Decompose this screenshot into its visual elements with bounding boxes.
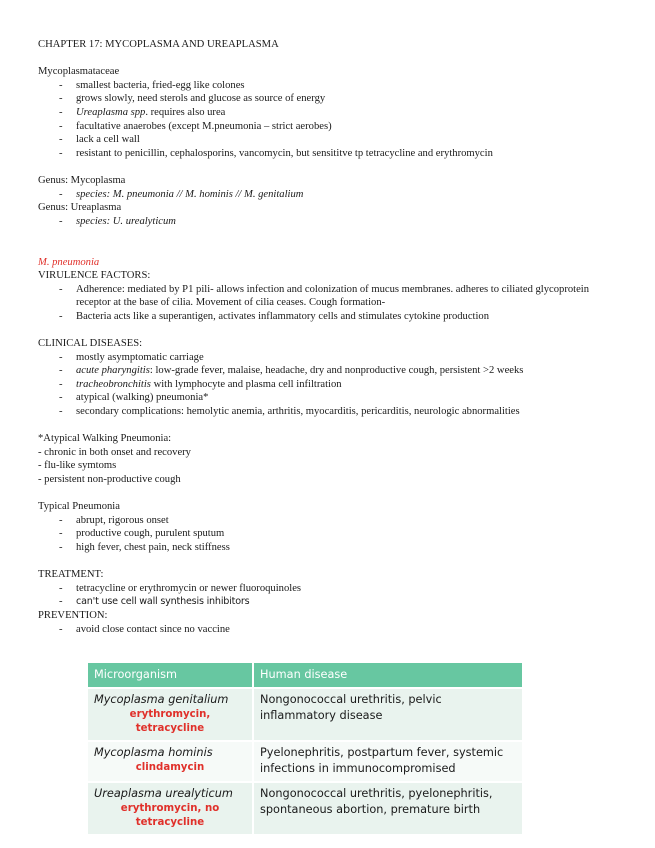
treatment-heading: TREATMENT: bbox=[38, 569, 104, 581]
document-page bbox=[38, 38, 623, 636]
list-item: - acute pharyngitis: low-grade fever, malaise, headache, dry and nonproductive cough, persistent >2 weeks bbox=[38, 364, 623, 378]
organism-cell bbox=[88, 688, 253, 741]
list-item: - Bacteria acts like a superantigen, activates inflammatory cells and stimulates cytokine production bbox=[38, 310, 623, 324]
list-item: - Adherence: mediated by P1 pili- allows infection and colonization of mucus membranes. adheres to ciliated glycoprotein receptor at the base of cilia. Movement of cilia ceases. Cough formation- bbox=[38, 283, 623, 310]
list-item: - resistant to penicillin, cephalosporins, vancomycin, but sensititve tp tetracycline and erythromycin bbox=[38, 147, 623, 161]
list-item: - abrupt, rigorous onset bbox=[38, 514, 623, 528]
table-header-row bbox=[88, 663, 523, 688]
list-item: - smallest bacteria, fried-egg like colones bbox=[38, 79, 623, 93]
genus-mycoplasma-list bbox=[38, 188, 623, 202]
drug-annotation: clindamycin bbox=[135, 762, 205, 773]
disease-cell: Pyelonephritis, postpartum fever, systemic infections in immunocompromised bbox=[253, 741, 523, 782]
genus-ureaplasma-heading: Genus: Ureaplasma bbox=[38, 202, 122, 214]
prevention-list bbox=[38, 623, 623, 637]
typical-heading: Typical Pneumonia bbox=[38, 501, 120, 513]
genus-mycoplasma-heading: Genus: Mycoplasma bbox=[38, 174, 126, 186]
m-pneumonia-title: M. pneumonia bbox=[38, 256, 100, 268]
list-item: - mostly asymptomatic carriage bbox=[38, 351, 623, 365]
list-item: - Ureaplasma spp. requires also urea bbox=[38, 106, 623, 120]
list-item: - tracheobronchitis with lymphocyte and plasma cell infiltration bbox=[38, 378, 623, 392]
atypical-line: - flu-like symtoms bbox=[38, 460, 117, 472]
column-header-microorganism: Microorganism bbox=[88, 663, 253, 688]
genus-ureaplasma-list bbox=[38, 215, 623, 229]
list-item: - facultative anaerobes (except M.pneumonia – strict aerobes) bbox=[38, 120, 623, 134]
list-item: - avoid close contact since no vaccine bbox=[38, 623, 623, 637]
virulence-list bbox=[38, 283, 623, 324]
family-heading: Mycoplasmataceae bbox=[38, 66, 120, 78]
organism-name: Mycoplasma hominis bbox=[94, 746, 213, 759]
prevention-heading: PREVENTION: bbox=[38, 609, 108, 621]
list-item: - high fever, chest pain, neck stiffness bbox=[38, 541, 623, 555]
treatment-list bbox=[38, 582, 623, 609]
atypical-line: - persistent non-productive cough bbox=[38, 474, 181, 485]
list-item: - can't use cell wall synthesis inhibitors bbox=[38, 595, 623, 609]
list-item: - lack a cell wall bbox=[38, 133, 623, 147]
table-row bbox=[88, 741, 523, 782]
list-item: - atypical (walking) pneumonia* bbox=[38, 391, 623, 405]
clinical-list bbox=[38, 351, 623, 419]
species-list-item: - species: U. urealyticum bbox=[38, 215, 623, 229]
list-item: - secondary complications: hemolytic anemia, arthritis, myocarditis, pericarditis, neurologic abnormalities bbox=[38, 405, 623, 419]
table-row bbox=[88, 782, 523, 834]
list-item: - tetracycline or erythromycin or newer fluoroquinoles bbox=[38, 582, 623, 596]
atypical-heading: *Atypical Walking Pneumonia: bbox=[38, 433, 172, 445]
atypical-line: - chronic in both onset and recovery bbox=[38, 446, 191, 458]
virulence-heading: VIRULENCE FACTORS: bbox=[38, 270, 151, 282]
drug-annotation: erythromycin, no tetracycline bbox=[120, 803, 220, 828]
species-list-item: - species: M. pneumonia // M. hominis // M. genitalium bbox=[38, 188, 623, 202]
typical-list bbox=[38, 514, 623, 555]
column-header-human-disease: Human disease bbox=[253, 663, 523, 688]
drug-annotation: erythromycin, tetracycline bbox=[129, 709, 211, 734]
family-list bbox=[38, 79, 623, 161]
list-item: - productive cough, purulent sputum bbox=[38, 527, 623, 541]
organism-name: Ureaplasma urealyticum bbox=[94, 787, 233, 800]
clinical-heading: CLINICAL DISEASES: bbox=[38, 338, 143, 350]
organism-name: Mycoplasma genitalium bbox=[94, 693, 229, 706]
organism-cell bbox=[88, 782, 253, 834]
disease-cell: Nongonococcal urethritis, pelvic inflammatory disease bbox=[253, 688, 523, 741]
disease-cell: Nongonococcal urethritis, pyelonephritis, spontaneous abortion, premature birth bbox=[253, 782, 523, 834]
chapter-title: CHAPTER 17: MYCOPLASMA AND UREAPLASMA bbox=[38, 39, 279, 50]
microorganism-table bbox=[88, 663, 524, 834]
list-item: - grows slowly, need sterols and glucose as source of energy bbox=[38, 92, 623, 106]
table-row bbox=[88, 688, 523, 741]
organism-cell bbox=[88, 741, 253, 782]
